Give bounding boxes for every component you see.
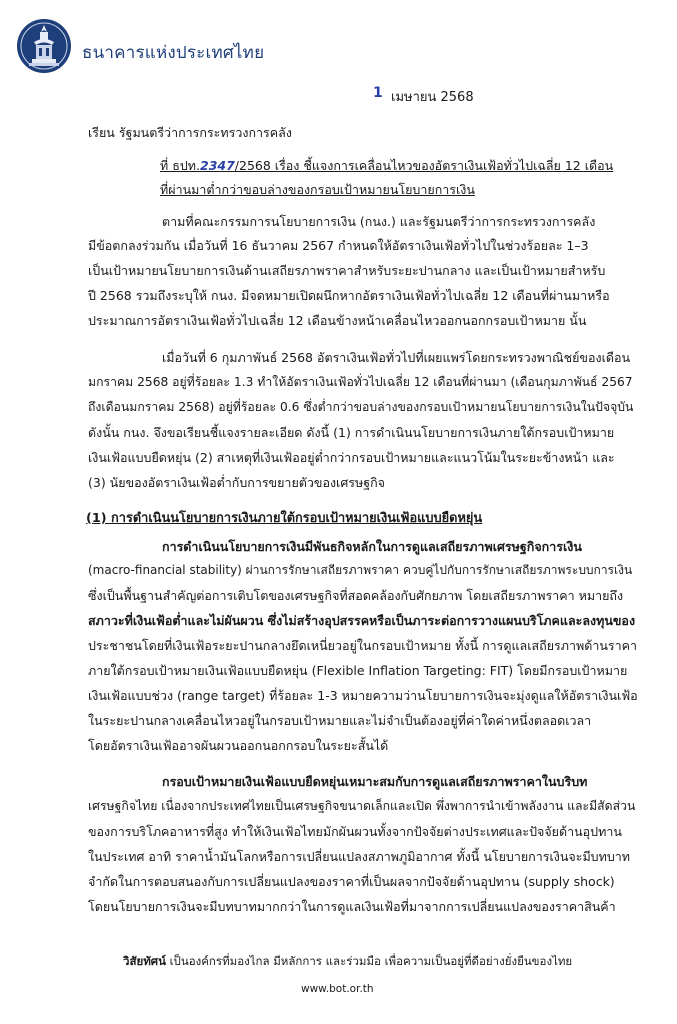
paragraph-3-line: เงินเฟ้อแบบช่วง (range target) ที่ร้อยละ 1-3 หมายความว่านโยบายการเงินจะมุ่งดูแลให้อัตราเงินเฟ้อ <box>88 688 638 703</box>
reference-number-handwritten: 2347 <box>200 158 235 173</box>
bot-emblem-logo <box>14 12 74 78</box>
paragraph-1-line: มีข้อตกลงร่วมกัน เมื่อวันที่ 16 ธันวาคม 2567 กำหนดให้อัตราเงินเฟ้อทั่วไปในช่วงร้อยละ 1–3 <box>88 238 589 253</box>
paragraph-1-line: ประมาณการอัตราเงินเฟ้อทั่วไปเฉลี่ย 12 เดือนข้างหน้าเคลื่อนไหวออกนอกกรอบเป้าหมาย นั้น <box>88 313 587 328</box>
salutation: เรียน รัฐมนตรีว่าการกระทรวงการคลัง <box>88 125 292 140</box>
paragraph-1-line: ตามที่คณะกรรมการนโยบายการเงิน (กนง.) และรัฐมนตรีว่าการกระทรวงการคลัง <box>162 214 596 229</box>
section-1-heading: (1) การดำเนินนโยบายการเงินภายใต้กรอบเป้าหมายเงินเฟ้อแบบยืดหยุ่น <box>86 511 483 526</box>
paragraph-1-line: ปี 2568 รวมถึงระบุให้ กนง. มีจดหมายเปิดผนึกหากอัตราเงินเฟ้อทั่วไปเฉลี่ย 12 เดือนที่ผ่านมาหรือ <box>88 288 610 303</box>
paragraph-2-line: ดังนั้น กนง. จึงขอเรียนชี้แจงรายละเอียด ดังนี้ (1) การดำเนินนโยบายการเงินภายใต้กรอบเป้าหมาย <box>88 425 615 440</box>
org-name: ธนาคารแห่งประเทศไทย <box>82 43 265 63</box>
paragraph-2-line: เงินเฟ้อแบบยืดหยุ่น (2) สาเหตุที่เงินเฟ้ออยู่ต่ำกว่ากรอบเป้าหมายและแนวโน้มในระยะข้างหน้า และ <box>88 450 615 465</box>
paragraph-3-line: สภาวะที่เงินเฟ้อต่ำและไม่ผันผวน ซึ่งไม่สร้างอุปสรรคหรือเป็นภาระต่อการวางแผนบริโภคและลงทุนของ <box>88 613 636 628</box>
paragraph-4-line: โดยนโยบายการเงินจะมีบทบาทมากกว่าในการดูแลเงินเฟ้อที่มาจากการเปลี่ยนแปลงของราคาสินค้า <box>88 899 616 914</box>
paragraph-3-line: ประชาชนโดยที่เงินเฟ้อระยะปานกลางยึดเหนี่ยวอยู่ในกรอบเป้าหมาย ทั้งนี้ การดูแลเสถียรภาพด้านราคา <box>88 638 638 653</box>
reference-prefix: ที่ ธปท. <box>160 158 200 173</box>
paragraph-4-line: เศรษฐกิจไทย เนื่องจากประเทศไทยเป็นเศรษฐกิจขนาดเล็กและเปิด พึ่งพาการนำเข้าพลังงาน และมีสัดส่วน <box>88 799 636 813</box>
paragraph-4-line: จำกัดในการตอบสนองกับการเปลี่ยนแปลงของราคาที่เป็นผลจากปัจจัยด้านอุปทาน (supply shock) <box>88 874 615 889</box>
letter-date-day: 1 <box>373 85 383 101</box>
paragraph-4-line: ในประเทศ อาทิ ราคาน้ำมันโลกหรือการเปลี่ยนแปลงสภาพภูมิอากาศ ทั้งนี้ นโยบายการเงินจะมีบทบาท <box>88 849 631 864</box>
footer-vision-label: วิสัยทัศน์ <box>123 954 166 968</box>
paragraph-3-line: โดยอัตราเงินเฟ้ออาจผันผวนออกนอกกรอบในระยะสั้นได้ <box>88 738 389 753</box>
paragraph-3-line: ซึ่งเป็นพื้นฐานสำคัญต่อการเติบโตของเศรษฐกิจที่สอดคล้องกับศักยภาพ โดยเสถียรภาพราคา หมายถึง <box>88 588 624 603</box>
footer-website: www.bot.or.th <box>301 983 374 995</box>
footer-vision <box>123 953 572 971</box>
paragraph-2-line: (3) นัยของอัตราเงินเฟ้อต่ำกับการขยายตัวของเศรษฐกิจ <box>88 475 386 490</box>
reference-subject: /2568 เรื่อง ชี้แจงการเคลื่อนไหวของอัตราเงินเฟ้อทั่วไปเฉลี่ย 12 เดือน <box>234 158 614 173</box>
paragraph-4-line: ของการบริโภคอาหารที่สูง ทำให้เงินเฟ้อไทยมักผันผวนทั้งจากปัจจัยต่างประเทศและปัจจัยด้านอุปทาน <box>88 824 622 839</box>
paragraph-2-line: ถึงเดือนมกราคม 2568) อยู่ที่ร้อยละ 0.6 ซึ่งต่ำกว่าขอบล่างของกรอบเป้าหมายนโยบายการเงินในปัจจุบัน <box>88 400 634 414</box>
footer-vision-text: เป็นองค์กรที่มองไกล มีหลักการ และร่วมมือ เพื่อความเป็นอยู่ที่ดีอย่างยั่งยืนของไทย <box>165 954 573 968</box>
paragraph-3-line: (macro-financial stability) ผ่านการรักษาเสถียรภาพราคา ควบคู่ไปกับการรักษาเสถียรภาพระบบการเงิน <box>88 563 633 577</box>
paragraph-2-line: มกราคม 2568 อยู่ที่ร้อยละ 1.3 ทำให้อัตราเงินเฟ้อทั่วไปเฉลี่ย 12 เดือนที่ผ่านมา (เดือนกุมภาพันธ์ 2567 <box>88 375 633 389</box>
paragraph-4-line: กรอบเป้าหมายเงินเฟ้อแบบยืดหยุ่นเหมาะสมกับการดูแลเสถียรภาพราคาในบริบท <box>162 774 588 789</box>
paragraph-2-line: เมื่อวันที่ 6 กุมภาพันธ์ 2568 อัตราเงินเฟ้อทั่วไปที่เผยแพร่โดยกระทรวงพาณิชย์ของเดือน <box>162 350 631 365</box>
paragraph-3-line: การดำเนินนโยบายการเงินมีพันธกิจหลักในการดูแลเสถียรภาพเศรษฐกิจการเงิน <box>162 539 582 554</box>
paragraph-3-line: ภายใต้กรอบเป้าหมายเงินเฟ้อแบบยืดหยุ่น (Flexible Inflation Targeting: FIT) โดยมีกรอบเป้าหมาย <box>88 663 628 678</box>
letter-date-month-year: เมษายน 2568 <box>391 90 474 105</box>
paragraph-1-line: เป็นเป้าหมายนโยบายการเงินด้านเสถียรภาพราคาสำหรับระยะปานกลาง และเป็นเป้าหมายสำหรับ <box>88 263 606 278</box>
reference-subject-line-2: ที่ผ่านมาต่ำกว่าขอบล่างของกรอบเป้าหมายนโยบายการเงิน <box>160 182 475 197</box>
reference-subject-line-1 <box>160 156 613 176</box>
paragraph-3-line: ในระยะปานกลางเคลื่อนไหวอยู่ในกรอบเป้าหมายและไม่จำเป็นต้องอยู่ที่ค่าใดค่าหนึ่งตลอดเวลา <box>88 713 592 728</box>
